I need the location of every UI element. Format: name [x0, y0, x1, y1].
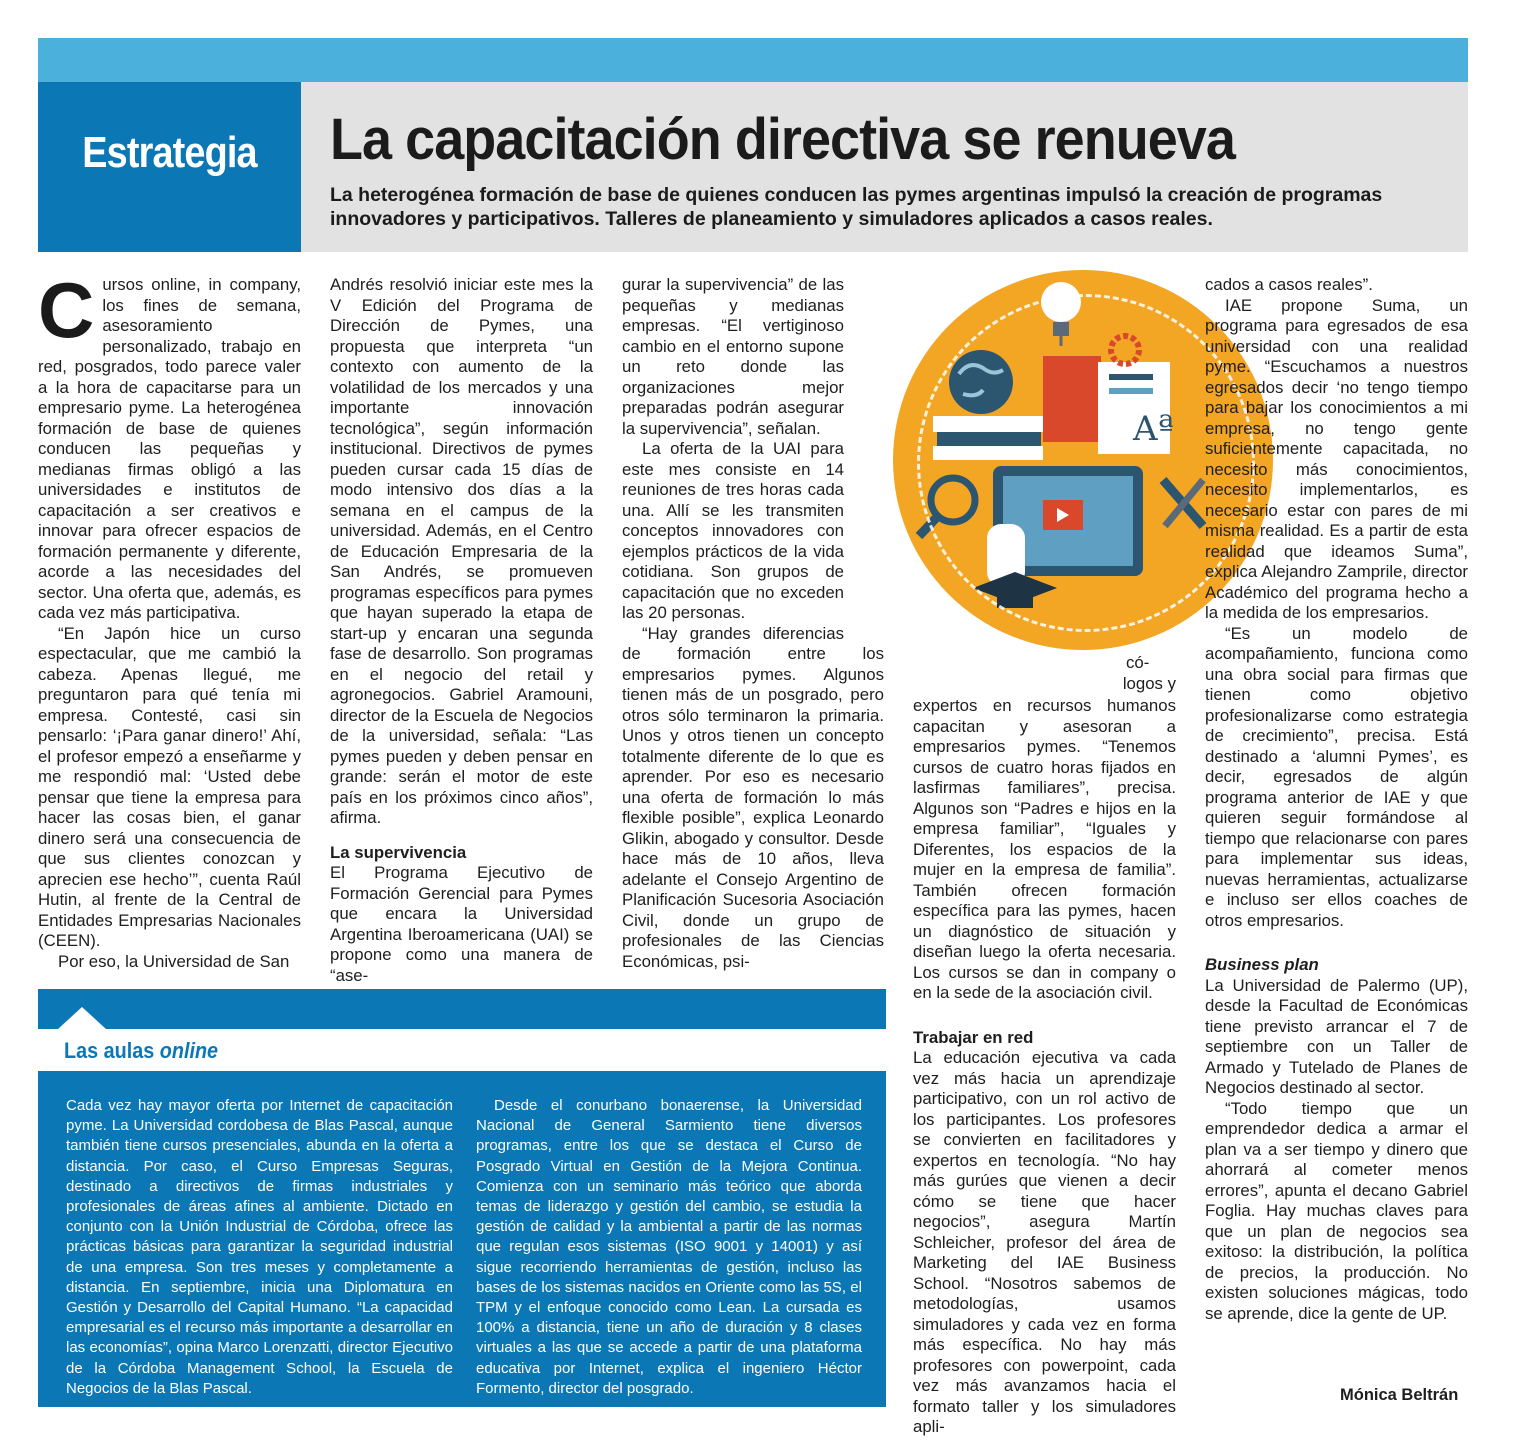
column-5	[1205, 275, 1468, 1324]
wrap-spacer	[844, 275, 884, 635]
paragraph: Desde el conurbano bonaerense, la Universidad Nacional de General Sarmiento tiene diversos programas, entre los que se destaca el Curso de Posgrado Virtual en Gestión de la Mejora Continua. Comienza con un seminario más teórico que aborda temas de liderazgo y gestión del cambio, se estudia la gestión de calidad y la ambiental a partir de las normas que regulan esos sistemas (ISO 9001 y 14001) y así sigue recorriendo herramientas de gestión, incluso las bases de los sistemas nacidos en Oriente como las 5S, el TPM y el enfoque conocido como Lean. La cursada es 100% a distancia, tiene un año de duración y 8 clases virtuales a las que se accede a partir de una plataforma educativa por Internet, explica el ingeniero Héctor Formento, director del posgrado.	[476, 1097, 862, 1397]
paragraph: El Programa Ejecutivo de Formación Gerencial para Pymes que encara la Universidad Argentina Iberoamericana (UAI) se propone como una manera de “ase-	[330, 863, 593, 985]
subheading: Trabajar en red	[913, 1027, 1034, 1047]
byline: Mónica Beltrán	[1340, 1386, 1459, 1404]
paragraph: Andrés resolvió iniciar este mes la V Edición del Programa de Dirección de Pymes, una propuesta que interpreta “un contexto con aumento de la volatilidad de los mercados y una importante innovación tecnológica”, según información institucional. Directivos de pymes pueden cursar cada 15 días de modo intensivo dos días a la semana en el campus de la universidad. Además, en el Centro de Educación Empresaria de la San Andrés, se promueven programas específicos para pymes que hayan superado la etapa de start-up y encaran una segunda fase de desarrollo. Son programas en el negocio del retail y agronegocios. Gabriel Aramouni, director de la Escuela de Negocios de la universidad, señala: “Las pymes pueden y deben pensar en grande: serán el motor de este país en los próximos cinco años”, afirma.	[330, 275, 593, 827]
paragraph: “En Japón hice un curso espectacular, que me cambió la cabeza. Apenas llegué, me preguntaron para qué tenía mi empresa. Contesté, casi sin pensarlo: ‘¡Para ganar dinero!’ Ahí, el profesor empezó a enseñarme y me respondió mal: ‘Usted debe pensar que tiene la empresa para hacer las cosas bien, el ganar dinero será una consecuencia de que sus clientes conozcan y aprecien ese hecho’”, cuenta Raúl Hutin, al frente de la Central de Entidades Empresarias Nacionales (CEEN).	[38, 623, 301, 950]
paragraph: Por eso, la Universidad de San	[58, 951, 290, 971]
sidebar-notch	[38, 989, 118, 1029]
sidebar-column-right	[476, 1096, 862, 1399]
paragraph: Cada vez hay mayor oferta por Internet de capacitación pyme. La Universidad cordobesa de Blas Pascal, aunque también tiene cursos presenciales, abunda en la oferta a distancia. Por caso, el Curso Empresas Seguras, destinado a directivos de firmas industriales y profesionales de áreas afines al ambiente. Dictado en conjunto con la Unión Industrial de Córdoba, ofrece las prácticas básicas para garantizar la seguridad industrial de una empresa. Son tres meses y completamente a distancia. En septiembre, inicia una Diplomatura en Gestión y Desarrollo del Capital Humano. “La capacidad empresarial es el recurso más importante a desarrollar en las economías”, opina Marco Lorenzatti, director Ejecutivo de la Córdoba Management School, la Escuela de Negocios de la Blas Pascal.	[66, 1097, 453, 1397]
sidebar-column-left	[66, 1096, 453, 1399]
deck: La heterogénea formación de base de quienes conducen las pymes argentinas impulsó la creación de programas innovadores y participativos. Talleres de planeamiento y simuladores aplicados a casos reales.	[330, 184, 1383, 230]
paragraph: gurar la supervivencia” de las pequeñas y medianas empresas. “El vertiginoso cambio en el entorno supone un reto donde las organizaciones mejor preparadas podrán asegurar la supervivencia”, señalan.	[622, 275, 844, 438]
sidebar-title-italic: online	[159, 1038, 219, 1063]
paragraph: IAE propone Suma, un programa para egresados de esa universidad con una realidad pyme. “Escuchamos a nuestros egresados decir ‘no tengo tiempo para bajar los conocimientos a mi empresa, no tengo gente suficientemente capacitada, no necesito más conocimientos, necesito implementarlos, es necesario estar con pares de mi misma realidad. Es a partir de esta realidad que ideamos Suma”, explica Alejandro Zamprile, director Académico del programa hecho a la medida de los empresarios.	[1205, 295, 1468, 622]
paragraph: cados a casos reales”.	[1205, 275, 1373, 294]
paragraph: “Todo tiempo que un emprendedor dedica a armar el plan va a ser tiempo y dinero que ahorrará al cometer menos errores”, apunta el decano Gabriel Foglia. Hay muchas claves para que un plan de negocios sea exitoso: la distribución, la política de precios, la producción. No existen soluciones mágicas, todo se aprende, dice la gente de UP.	[1205, 1098, 1468, 1323]
svg-text:Aª: Aª	[1133, 409, 1174, 449]
paragraph: ursos online, in company, los fines de semana, asesoramiento personalizado, trabajo en red, posgrados, todo parece valer a la hora de capacitarse para un empresario pyme. La heterogénea formación de base de quienes conducen las pequeñas y medianas firmas obligó a las universidades e institutos de capacitación a ser creativos e innovar para ofrecer espacios de formación permanente y diferente, acorde a las necesidades del sector. Una oferta que, además, es cada vez más participativa.	[38, 275, 301, 622]
column-2	[330, 275, 593, 986]
paragraph: “Hay grandes diferencias de formación entre los empresarios pymes. Algunos tienen más de un posgrado, pero otros sólo terminaron la primaria. Unos y otros tienen un concepto totalmente diferente de lo que es aprender. Por eso es necesario una oferta de formación lo más flexible posible”, explica Leonardo Glikin, abogado y consultor. Desde hace más de 10 años, lleva adelante el Consejo Argentino de Planificación Sucesoria Asociación Civil, donde un grupo de profesionales de las Ciencias Económicas, psi-	[622, 623, 884, 971]
paragraph: “Es un modelo de acompañamiento, funciona como una obra social para firmas que tienen como objetivo profesionalizarse como estrategia de crecimiento”, precisa. Está destinado a ‘alumni Pymes’, es decir, egresados de algún programa anterior de IAE y que quieren seguir formándose al tiempo que relacionarse con pares para implementar sus ideas, nuevas herramientas, actualizarse e incluso ser ellos coaches de otros empresarios.	[1205, 623, 1468, 930]
top-color-bar	[38, 38, 1468, 82]
section-label: Estrategia	[82, 128, 257, 177]
sidebar-title-text: Las aulas	[64, 1038, 160, 1063]
paragraph: La Universidad de Palermo (UP), desde la Facultad de Económicas tiene previsto arrancar el 7 de septiembre con un Taller de Armado y Tutelado de Planes de Negocios destinado al sector.	[1205, 975, 1468, 1097]
paragraph: expertos en recursos humanos capacitan y asesoran a empresarios pymes. “Tenemos cursos de cuatro horas fijados en lasfirmas familiares”, precisa. Algunos son “Padres e hijos en la empresa familiar”, “Iguales y Diferentes, los espacios de la mujer en la empresa de familia”. También ofrecen formación específica para las pymes, hacen un diagnóstico de situación y diseñan luego la oferta necesaria. Los cursos se dan in company o en la sede de la asociación civil.	[913, 696, 1176, 1002]
subheading: La supervivencia	[330, 842, 467, 862]
column-1	[38, 266, 301, 972]
sidebar-header-bar	[38, 989, 886, 1029]
drop-cap: C	[38, 266, 95, 354]
column-4	[913, 696, 1176, 1438]
wrap-fragment: có-	[1126, 653, 1150, 672]
subheading: Business plan	[1205, 955, 1319, 974]
headline: La capacitación directiva se renueva	[330, 107, 1235, 172]
sidebar-title	[64, 1038, 218, 1064]
wrap-fragment: logos y	[1122, 674, 1176, 693]
paragraph: La oferta de la UAI para este mes consiste en 14 reuniones de tres horas cada una. Allí se les transmiten conceptos innovadores con ejemplos prácticos de la vida cotidiana. Son grupos de capacitación que no exceden las 20 personas.	[622, 439, 844, 622]
column-3	[622, 275, 884, 972]
paragraph: La educación ejecutiva va cada vez más hacia un aprendizaje participativo, con un rol activo de los participantes. Los profesores se convierten en facilitadores y expertos en tecnología. “No hay más gurúes que vienen a decir cómo se tiene que hacer negocios”, asegura Martín Schleicher, profesor del área de Marketing del IAE Business School. “Nosotros sabemos de metodologías, usamos simuladores y cada vez en forma más específica. No hay más profesores con powerpoint, cada vez más avanzamos hacia el formato taller y los simuladores apli-	[913, 1048, 1176, 1436]
